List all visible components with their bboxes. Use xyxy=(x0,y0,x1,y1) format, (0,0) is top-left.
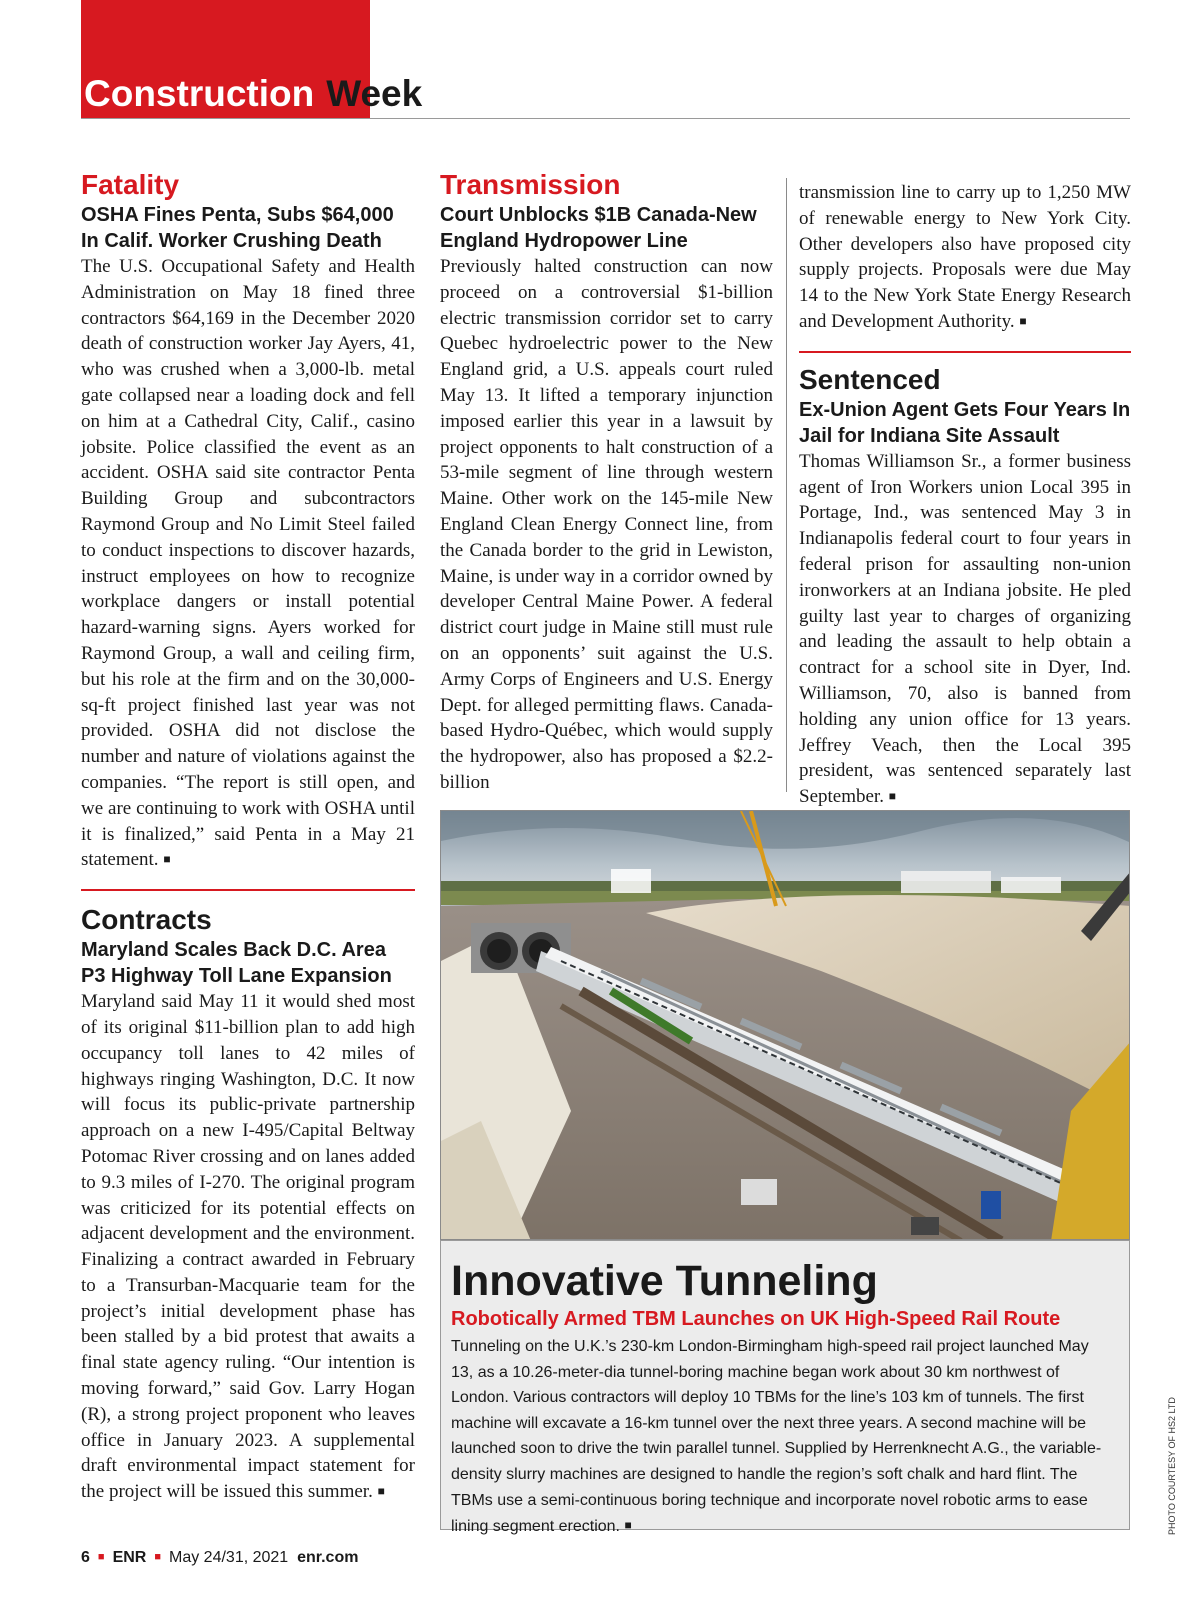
tbm-launch-photo xyxy=(440,810,1130,1240)
footer-separator-icon: ■ xyxy=(154,1551,161,1563)
fatality-body xyxy=(81,254,415,873)
sentenced-section-label: Sentenced xyxy=(799,363,941,395)
contracts-body-text: Maryland said May 11 it would shed most of its original $11-billion plan to add high occupancy toll lanes to 42 miles of highways ringing Washington, D.C. It now will focus its public-private partnership approach on a new I-495/Capital Beltway Potomac River crossing and on lanes added to 9.3 miles of I-270. The original program was criticized for its potential effects on adjacent development and the environment. Finalizing a contract awarded in February to a Transurban-Macquarie team for the project’s initial development phase has been stalled by a bid protest that awaits a final state agency ruling. “Our intention is moving forward,” said Gov. Larry Hogan (R), a strong project proponent who leaves office in January 2023. A supplemental draft environmental impact statement for the project will be issued this summer. xyxy=(81,991,415,1503)
end-mark-icon: ■ xyxy=(163,852,171,867)
end-mark-icon: ■ xyxy=(888,789,896,804)
feature-body xyxy=(451,1334,1115,1540)
feature-subtitle: Robotically Armed TBM Launches on UK High-Speed Rail Route xyxy=(451,1308,1061,1330)
footer-separator-icon: ■ xyxy=(97,1551,105,1563)
contracts-body xyxy=(81,989,415,1505)
tbm-photo-illustration xyxy=(441,811,1130,1240)
fatality-body-text: The U.S. Occupational Safety and Health Administration on May 18 fined three contractors $64,169 in the December 2020 death of construction worker Jay Ayers, 41, who was crushed when a 3,000-lb. metal gate collapsed near a loading dock and fell on him at a Cathedral City, Calif., casino jobsite. Police classified the event as an accident. OSHA said site contractor Penta Building Group and subcontractors Raymond Group and No Limit Steel failed to conduct inspections to discover hazards, instruct employees on how to recognize workplace dangers or install potential hazard-warning signs. Ayers worked for Raymond Group, a wall and ceiling firm, but his role at the firm and on the 30,000-sq-ft project finished last year was not provided. OSHA did not disclose the number and nature of violations against the companies. “The report is still open, and we are continuing to work with OSHA until it is finalized,” said Penta in a May 21 statement. xyxy=(81,256,415,871)
section-divider xyxy=(799,351,1131,353)
contracts-headline: Maryland Scales Back D.C. Area P3 Highway Toll Lane Expansion xyxy=(81,939,392,988)
section-divider xyxy=(81,889,415,891)
column-divider xyxy=(786,178,787,792)
section-title-word1: Construction xyxy=(84,73,315,114)
end-mark-icon: ■ xyxy=(1019,313,1027,328)
transmission-body: Previously halted construction can now proceed on a controversial $1-billion electric transmission corridor set to carry Quebec hydroelectric power to the New England grid, a U.S. appeals court ruled May 13. It lifted a temporary injunction imposed earlier this year in a lawsuit by project opponents to halt construction of a 53-mile segment of line through western Maine. Other work on the 145-mile New England Clean Energy Connect line, from the Canada border to the grid in Lewiston, Maine, is under way in a corridor owned by developer Central Maine Power. A federal district court judge in Maine still must rule on an opponents’ suit against the U.S. Army Corps of Engineers and U.S. Energy Dept. for alleged permitting flaws. Canada-based Hydro-Québec, which would supply the hydropower, also has proposed a $2.2-billion xyxy=(440,256,773,793)
transmission-headline: Court Unblocks $1B Canada-New England Hydropower Line xyxy=(440,204,757,252)
fatality-section-label: Fatality xyxy=(81,169,180,200)
transmission-body-continued-text: transmission line to carry up to 1,250 MW of renewable energy to New York City. Other developers also have proposed city supply projects. Proposals were due May 14 to the New York State Energy Research and Development Authority. xyxy=(799,182,1131,332)
transmission-section-label: Transmission xyxy=(440,169,621,200)
column-right xyxy=(799,180,1131,810)
column-middle xyxy=(440,168,773,796)
issue-date: May 24/31, 2021 xyxy=(169,1549,289,1566)
header-rule xyxy=(81,118,1130,119)
feature-caption-box xyxy=(440,1240,1130,1536)
fatality-headline: OSHA Fines Penta, Subs $64,000 In Calif. Worker Crushing Death xyxy=(81,204,394,252)
contracts-section-label: Contracts xyxy=(81,904,212,936)
transmission-body-continued xyxy=(799,180,1131,335)
column-left xyxy=(81,168,415,1505)
end-mark-icon: ■ xyxy=(624,1518,632,1533)
site-url: enr.com xyxy=(297,1549,359,1566)
section-title xyxy=(84,72,422,116)
sentenced-body xyxy=(799,449,1131,810)
feature-title: Innovative Tunneling xyxy=(451,1257,878,1305)
section-title-word2: Week xyxy=(326,73,423,114)
page-number: 6 xyxy=(81,1549,90,1566)
sentenced-headline: Ex-Union Agent Gets Four Years In Jail for Indiana Site Assault xyxy=(799,398,1131,447)
photo-credit: PHOTO COURTESY OF HS2 LTD xyxy=(1167,1397,1177,1535)
end-mark-icon: ■ xyxy=(377,1484,385,1499)
feature-body-text: Tunneling on the U.K.’s 230-km London-Birmingham high-speed rail project launched May 13, as a 10.26-meter-dia tunnel-boring machine began work about 30 km northwest of London. Various contractors will deploy 10 TBMs for the line’s 103 km of tunnels. The first machine will excavate a 16-km tunnel over the next three years. A second machine will be launched soon to drive the twin parallel tunnel. Supplied by Herrenknecht A.G., the variable-density slurry machines are designed to handle the region’s soft chalk and hard flint. The TBMs use a semi-continuous boring technique and incorporate novel robotic arms to ease lining segment erection. xyxy=(451,1338,1102,1536)
sentenced-body-text: Thomas Williamson Sr., a former business agent of Iron Workers union Local 395 in Portage, Ind., was sentenced May 3 in Indianapolis federal court to four years in federal prison for assaulting non-union ironworkers at an Indiana jobsite. He pled guilty last year to charges of organizing and leading the assault to help obtain a contract for a school site in Dyer, Ind. Williamson, 70, also is banned from holding any union office for 13 years. Jeffrey Veach, then the Local 395 president, was sentenced separately last September. xyxy=(799,450,1131,808)
magazine-name: ENR xyxy=(112,1549,147,1566)
page-footer xyxy=(81,1549,358,1567)
